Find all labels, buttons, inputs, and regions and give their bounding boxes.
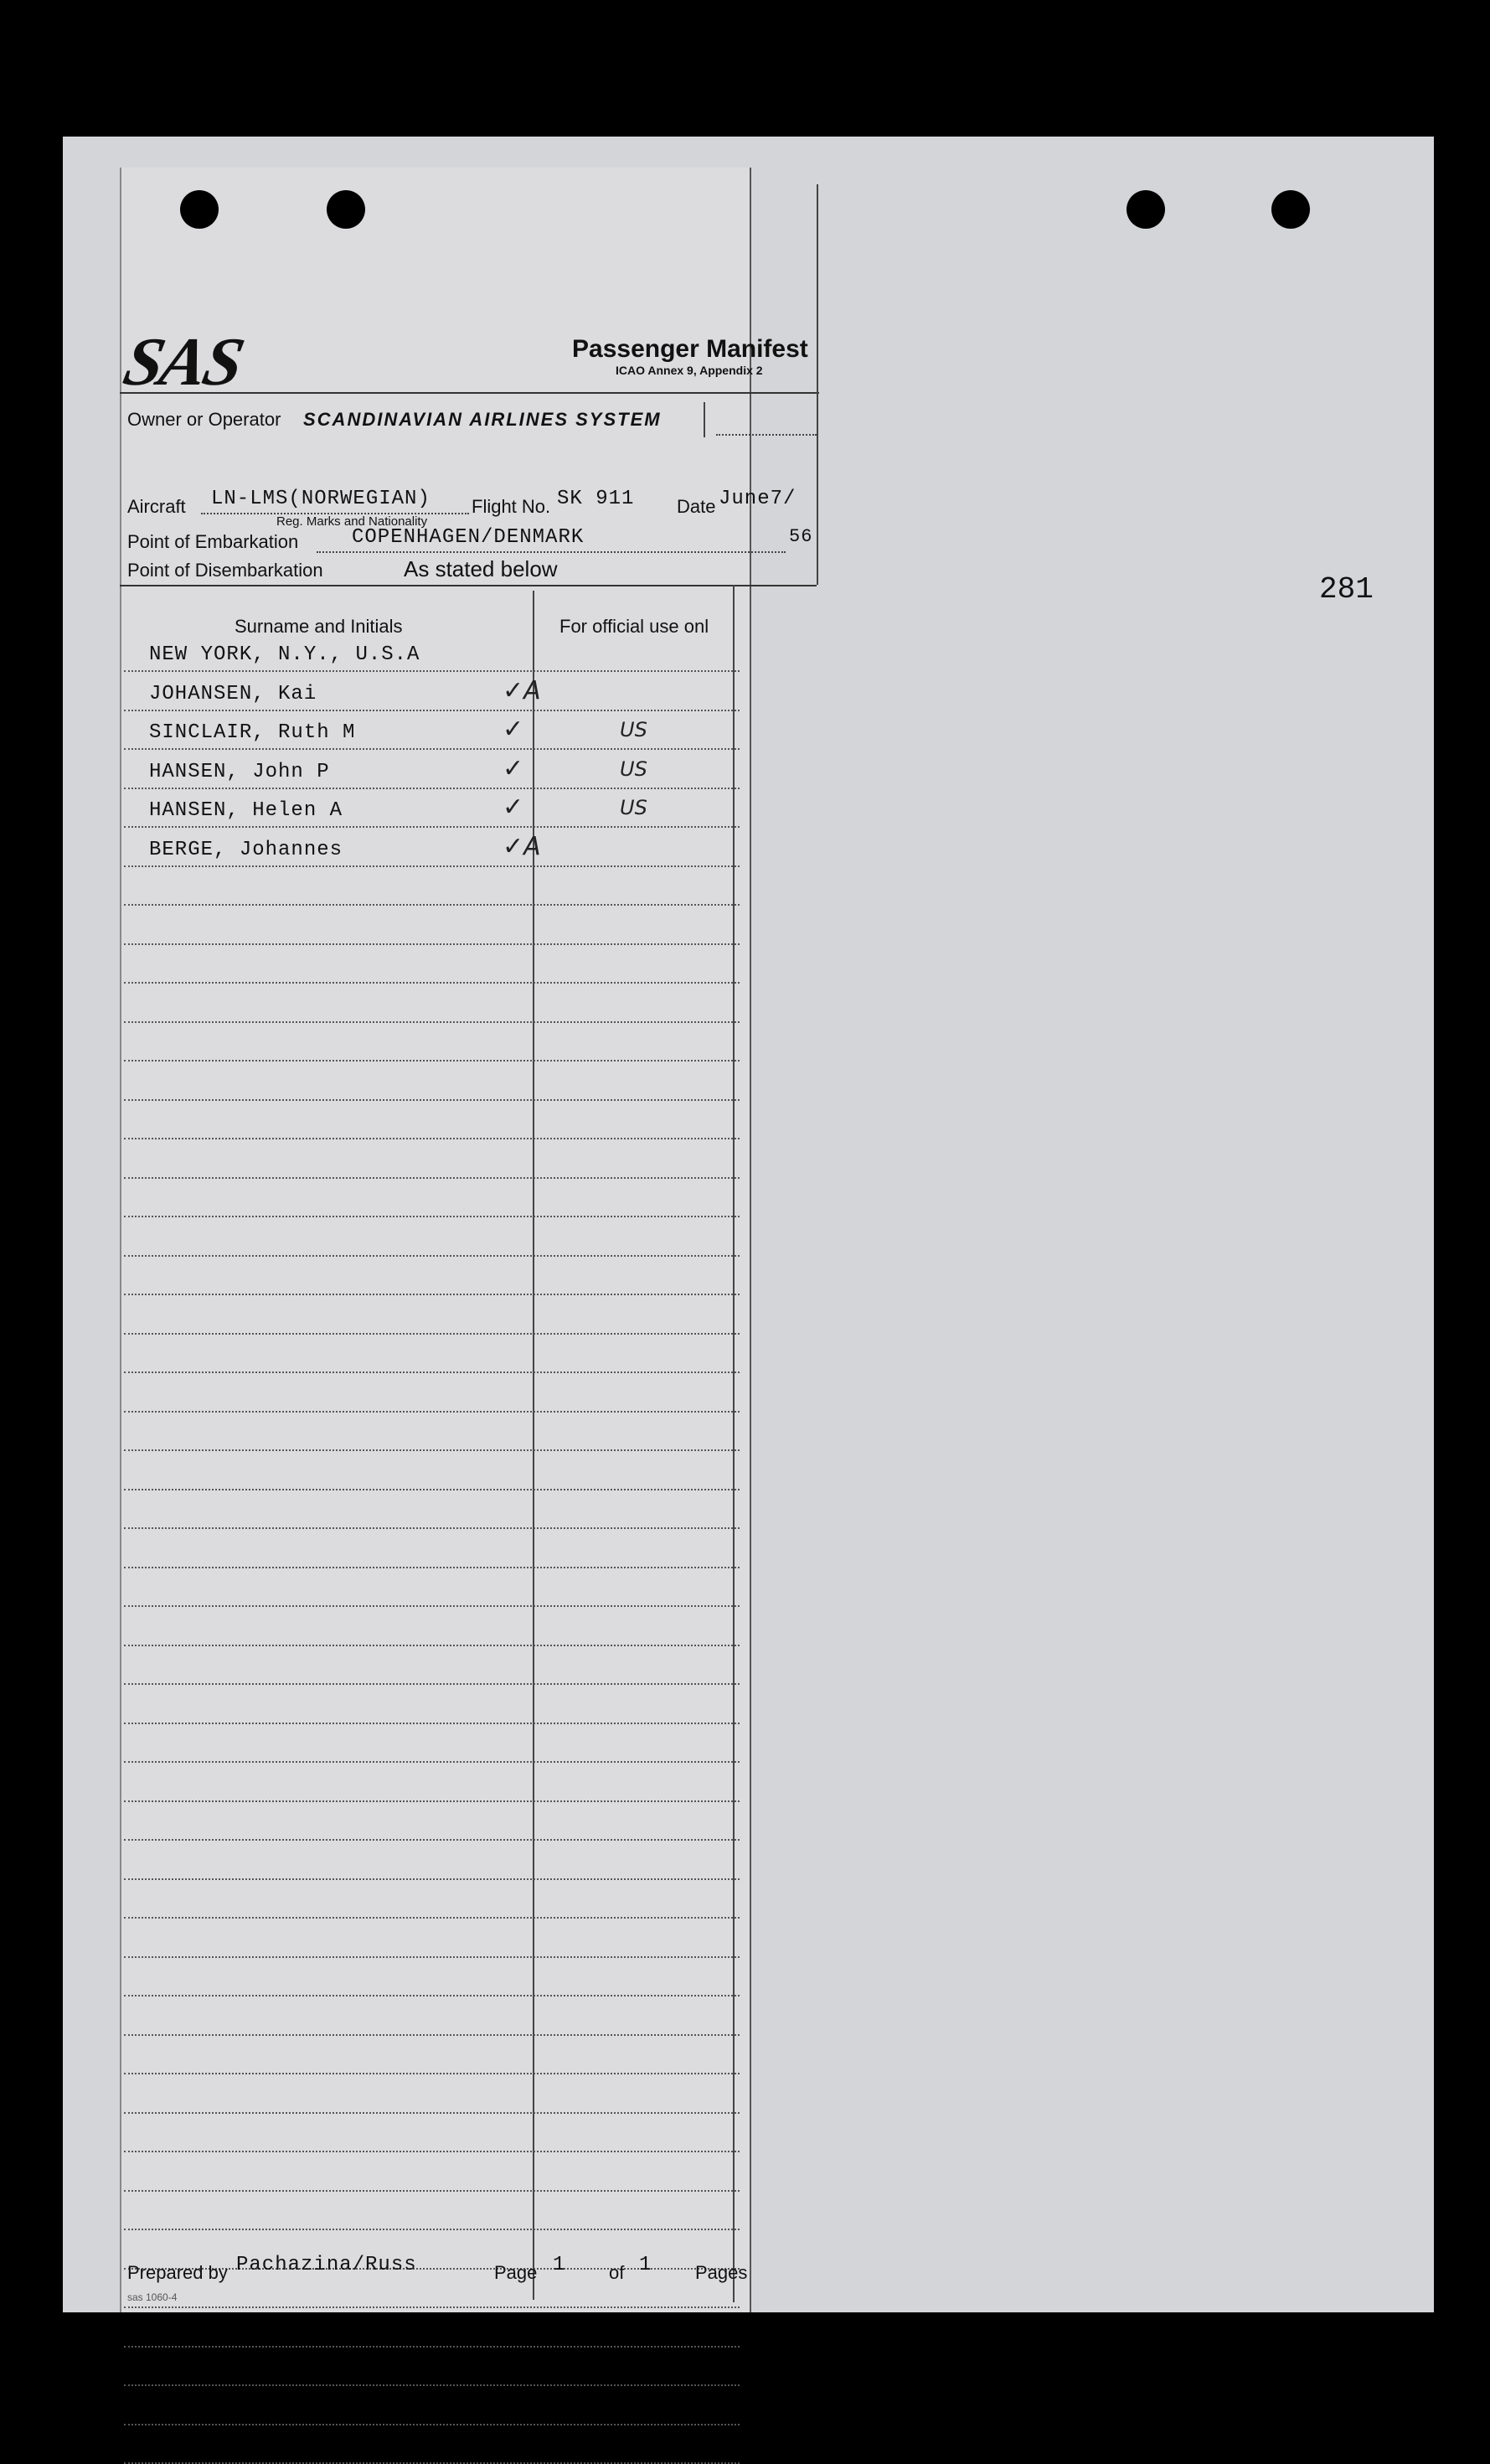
passenger-name: BERGE, Johannes	[149, 838, 343, 861]
prepared-by-label: Prepared by	[127, 2262, 228, 2283]
embarkation-value: COPENHAGEN/DENMARK	[352, 526, 585, 549]
ruled-line	[124, 1723, 740, 1724]
ruled-line	[124, 1761, 740, 1763]
ruled-line	[124, 1060, 740, 1062]
ruled-line	[124, 2034, 740, 2036]
ruled-line	[124, 2112, 740, 2114]
column-header-official: For official use onl	[559, 616, 709, 637]
owner-label: Owner or Operator	[127, 409, 281, 430]
ruled-line	[124, 2424, 740, 2425]
passenger-name: JOHANSEN, Kai	[149, 682, 317, 705]
passenger-name: SINCLAIR, Ruth M	[149, 721, 356, 744]
document-subtitle: ICAO Annex 9, Appendix 2	[616, 364, 763, 377]
ruled-line	[124, 2190, 740, 2192]
flight-label: Flight No.	[472, 496, 551, 517]
ruled-line	[124, 670, 740, 672]
ruled-line	[124, 1294, 740, 1295]
aircraft-label: Aircraft	[127, 496, 186, 517]
ruled-line	[124, 2306, 740, 2308]
official-checkmark: ✓	[503, 715, 524, 744]
ruled-line	[124, 1138, 740, 1139]
embarkation-line	[317, 551, 786, 553]
ruled-line	[124, 1333, 740, 1335]
disembarkation-label: Point of Disembarkation	[127, 560, 323, 581]
ruled-line	[124, 1021, 740, 1023]
ruled-line	[124, 1605, 740, 1607]
of-value: 1	[639, 2254, 652, 2276]
ruled-line	[124, 1645, 740, 1646]
ruled-line	[124, 2346, 740, 2348]
owner-line	[716, 434, 817, 436]
of-label: of	[609, 2262, 625, 2283]
passenger-name: HANSEN, Helen A	[149, 799, 343, 822]
ruled-line	[124, 788, 740, 789]
ruled-line	[124, 1995, 740, 1997]
ruled-line	[124, 1567, 740, 1568]
punch-hole	[327, 190, 365, 229]
ruled-line	[124, 904, 740, 906]
ruled-line	[124, 1216, 740, 1217]
ruled-line	[124, 1411, 740, 1413]
official-note: US	[620, 757, 647, 781]
sas-logo: SAS	[117, 323, 249, 400]
passenger-name: NEW YORK, N.Y., U.S.A	[149, 643, 420, 666]
official-note: US	[620, 718, 647, 741]
date-year: 56	[789, 526, 813, 547]
date-value: June7/	[719, 488, 797, 510]
owner-value: SCANDINAVIAN AIRLINES SYSTEM	[303, 409, 662, 430]
ruled-line	[124, 826, 740, 828]
pages-label: Pages	[695, 2262, 748, 2283]
form-right-edge	[817, 184, 818, 585]
ruled-line	[124, 1683, 740, 1685]
ruled-line	[124, 2384, 740, 2386]
ruled-line	[124, 1800, 740, 1802]
aircraft-value: LN-LMS(NORWEGIAN)	[211, 488, 431, 510]
header-rule	[120, 392, 819, 394]
form-code: sas 1060-4	[127, 2291, 178, 2303]
punch-hole	[1127, 190, 1165, 229]
ruled-line	[124, 1099, 740, 1101]
passenger-name: HANSEN, John P	[149, 760, 330, 783]
form-right-border	[733, 585, 735, 2302]
ruled-line	[124, 1956, 740, 1958]
ruled-line	[124, 710, 740, 711]
official-note: US	[620, 796, 647, 819]
official-checkmark: ✓A	[503, 831, 541, 861]
form-step-rule	[733, 585, 817, 586]
ruled-line	[124, 1177, 740, 1179]
owner-divider	[704, 402, 705, 437]
official-checkmark: ✓A	[503, 675, 541, 705]
ruled-line	[124, 943, 740, 945]
table-top-rule	[120, 585, 733, 586]
punch-hole	[1271, 190, 1310, 229]
disembarkation-value: As stated below	[404, 556, 558, 581]
page-label: Page	[494, 2262, 538, 2283]
ruled-line	[124, 1527, 740, 1529]
document-title: Passenger Manifest	[572, 335, 808, 363]
flight-value: SK 911	[557, 488, 635, 510]
ruled-line	[124, 865, 740, 867]
ruled-line	[124, 2229, 740, 2230]
prepared-by-value: Pachazina/Russ	[236, 2254, 417, 2276]
ruled-line	[124, 2073, 740, 2074]
punch-hole	[180, 190, 219, 229]
ruled-line	[124, 748, 740, 750]
ruled-line	[124, 982, 740, 984]
reg-marks-label: Reg. Marks and Nationality	[276, 514, 428, 529]
ruled-line	[124, 1839, 740, 1841]
ruled-line	[124, 1489, 740, 1490]
page-value: 1	[553, 2254, 566, 2276]
column-header-surname: Surname and Initials	[235, 616, 403, 637]
ruled-line	[124, 1371, 740, 1373]
ruled-line	[124, 1878, 740, 1880]
ruled-line	[124, 1449, 740, 1451]
ruled-line	[124, 1255, 740, 1257]
ruled-line	[124, 2151, 740, 2152]
date-label: Date	[677, 496, 716, 517]
official-checkmark: ✓	[503, 753, 524, 783]
embarkation-label: Point of Embarkation	[127, 531, 299, 552]
official-checkmark: ✓	[503, 793, 524, 822]
stamp-number: 281	[1319, 572, 1374, 607]
ruled-line	[124, 1917, 740, 1919]
